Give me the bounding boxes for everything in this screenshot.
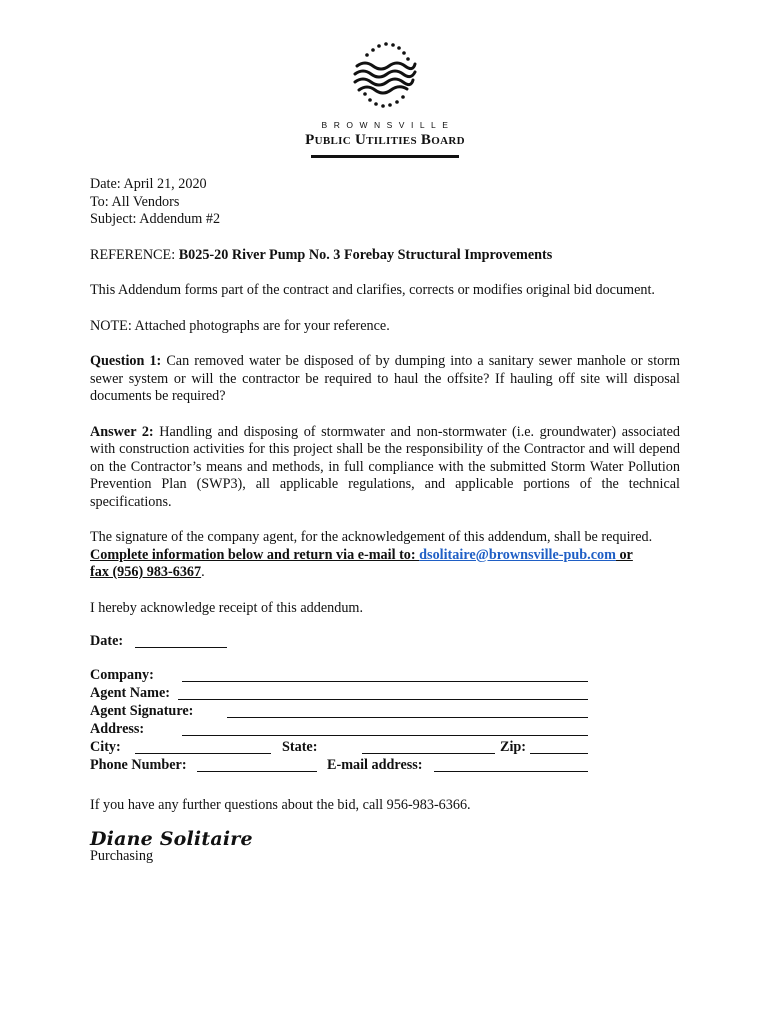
question-paragraph <box>90 353 680 406</box>
intro-paragraph: This Addendum forms part of the contract and clarifies, corrects or modifies original bid document. <box>90 282 655 298</box>
note-paragraph: NOTE: Attached photographs are for your reference. <box>90 317 390 334</box>
company-field[interactable] <box>182 667 588 682</box>
fax-period: . <box>201 564 205 580</box>
zip-label: Zip: <box>500 739 527 755</box>
agent-signature-field[interactable] <box>227 703 588 718</box>
agent-name-field[interactable] <box>178 685 588 700</box>
phone-email-row <box>90 757 680 775</box>
email-link[interactable]: dsolitaire@brownsville-pub.com <box>419 546 616 563</box>
reference-line <box>90 247 680 265</box>
company-label: Company: <box>90 667 154 683</box>
signature-notice-line: The signature of the company agent, for the acknowledgement of this addendum, shall be required. <box>90 529 653 545</box>
signature: Diane Solitaire <box>90 827 253 850</box>
state-field[interactable] <box>362 739 495 754</box>
brownsville-wordmark: BROWNSVILLE <box>321 120 455 130</box>
return-instruction: Complete information below and return via e-mail to: <box>90 546 420 563</box>
water-waves-dots-icon <box>345 40 425 112</box>
phone-field[interactable] <box>197 757 317 772</box>
memo-subject: Subject: Addendum #2 <box>90 211 221 227</box>
city-state-zip-row <box>90 739 680 757</box>
agent-signature-label: Agent Signature: <box>90 703 194 719</box>
email-address-label: E-mail address: <box>327 757 423 773</box>
question-label: Question 1: <box>90 353 162 369</box>
letter-body <box>90 176 680 866</box>
org-name: Public Utilities Board <box>305 132 465 148</box>
answer-paragraph <box>90 424 680 512</box>
date-label: Date: <box>90 633 124 649</box>
email-address-field[interactable] <box>434 757 588 772</box>
answer-label: Answer 2: <box>90 423 154 440</box>
reference-label: REFERENCE: <box>90 246 179 263</box>
answer-text: Handling and disposing of stormwater and non-stormwater (i.e. groundwater) associated with construction activities for this project shall be the responsibility of the Contractor and will depend on the Contractor’s means and methods, in full compliance with the submitted Storm Water Pollution Prevention Plan (SWP3), all applicable regulations, and applicable portions of the technical specifications. <box>90 423 680 510</box>
state-label: State: <box>282 739 318 755</box>
agent-name-row <box>90 685 680 703</box>
signer-title: Purchasing <box>90 848 154 864</box>
reference-title: B025-20 River Pump No. 3 Forebay Structural Improvements <box>178 246 553 263</box>
company-row <box>90 667 680 685</box>
zip-field[interactable] <box>530 739 588 754</box>
question-text: Can removed water be disposed of by dumping into a sanitary sewer manhole or storm sewer system or will the contractor be required to haul the offsite? If hauling off site will disposal documents be required? <box>90 353 680 404</box>
acknowledgement-form <box>90 633 680 775</box>
pub-logo <box>290 40 480 158</box>
address-field[interactable] <box>182 721 588 736</box>
closing-paragraph: If you have any further questions about the bid, call 956-983-6366. <box>90 797 471 813</box>
city-field[interactable] <box>135 739 271 754</box>
signature-notice <box>90 529 680 582</box>
phone-label: Phone Number: <box>90 757 187 773</box>
or-text: or <box>615 546 633 563</box>
memo-to: To: All Vendors <box>90 193 180 210</box>
logo-rule <box>311 155 459 158</box>
date-row <box>90 633 680 651</box>
agent-signature-row <box>90 703 680 721</box>
address-label: Address: <box>90 721 145 737</box>
fax-number: fax (956) 983-6367 <box>90 564 202 580</box>
city-label: City: <box>90 739 121 755</box>
address-row <box>90 721 680 739</box>
memo-date: Date: April 21, 2020 <box>90 176 207 192</box>
acknowledge-text: I hereby acknowledge receipt of this addendum. <box>90 599 364 616</box>
date-field[interactable] <box>135 633 227 648</box>
agent-name-label: Agent Name: <box>90 685 170 701</box>
